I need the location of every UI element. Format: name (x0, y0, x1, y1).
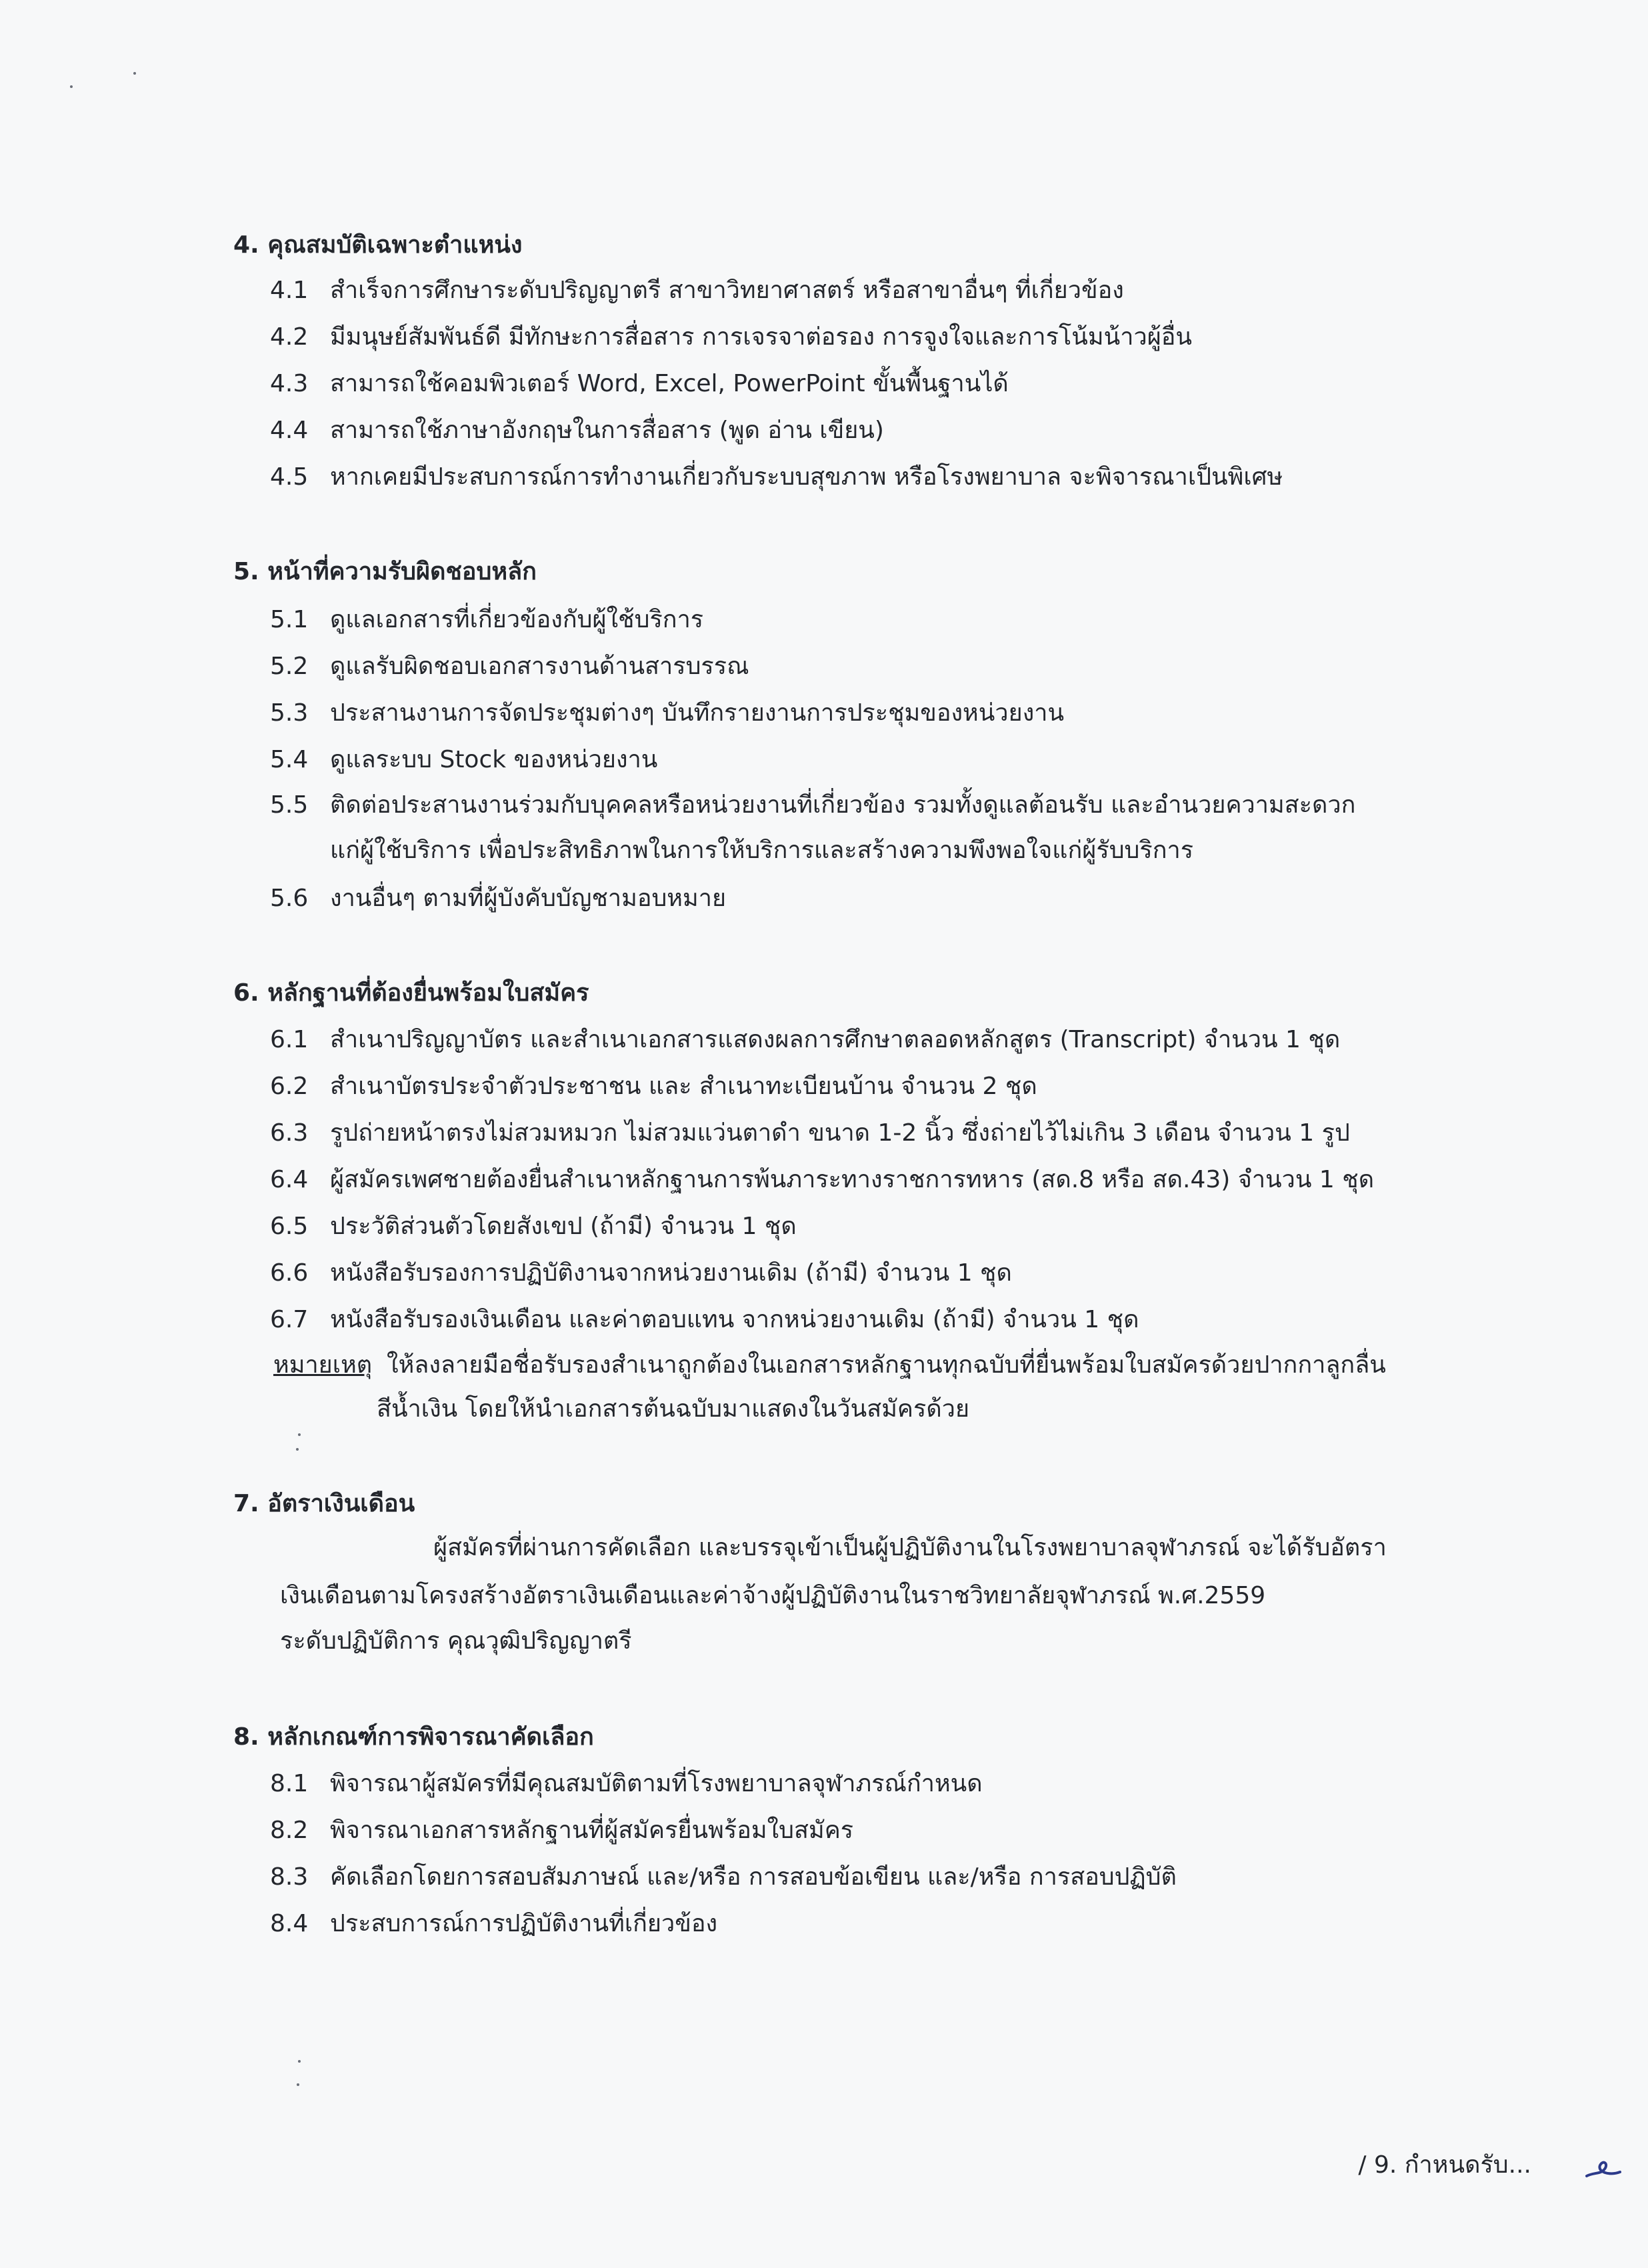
item-4-4 (270, 419, 884, 443)
item-text: ประวัติส่วนตัวโดยสังเขป (ถ้ามี) จำนวน 1 ชุด (330, 1213, 797, 1240)
item-number: 5.4 (270, 746, 309, 773)
item-4-5 (270, 465, 1283, 489)
item-number: 5.2 (270, 653, 309, 680)
item-6-6 (270, 1261, 1012, 1285)
item-6-3 (270, 1121, 1350, 1145)
item-text: หากเคยมีประสบการณ์การทำงานเกี่ยวกับระบบสุขภาพ หรือโรงพยาบาล จะพิจารณาเป็นพิเศษ (330, 463, 1283, 491)
section-6-title: 6. หลักฐานที่ต้องยื่นพร้อมใบสมัคร (233, 979, 589, 1007)
item-text: ดูแลเอกสารที่เกี่ยวข้องกับผู้ใช้บริการ (330, 606, 704, 633)
item-5-5-continuation: แก่ผู้ใช้บริการ เพื่อประสิทธิภาพในการให้บริการและสร้างความพึงพอใจแก่ผู้รับบริการ (330, 837, 1194, 864)
item-text: หนังสือรับรองเงินเดือน และค่าตอบแทน จากหน่วยงานเดิม (ถ้ามี) จำนวน 1 ชุด (330, 1306, 1139, 1333)
item-5-4 (270, 748, 657, 772)
note-text-line1: ให้ลงลายมือชื่อรับรองสำเนาถูกต้องในเอกสารหลักฐานทุกฉบับที่ยื่นพร้อมใบสมัครด้วยปากกาลูกลื่น (387, 1351, 1386, 1379)
item-text: สำเนาบัตรประจำตัวประชาชน และ สำเนาทะเบียนบ้าน จำนวน 2 ชุด (330, 1073, 1037, 1100)
item-number: 5.3 (270, 699, 309, 727)
item-4-1 (270, 279, 1124, 303)
section-7-title: 7. อัตราเงินเดือน (233, 1490, 415, 1517)
item-text: มีมนุษย์สัมพันธ์ดี มีทักษะการสื่อสาร การเจรจาต่อรอง การจูงใจและการโน้มน้าวผู้อื่น (330, 323, 1193, 351)
item-6-2 (270, 1075, 1037, 1099)
item-number: 6.2 (270, 1073, 309, 1100)
item-5-6 (270, 887, 726, 911)
item-text: สามารถใช้ภาษาอังกฤษในการสื่อสาร (พูด อ่าน เขียน) (330, 417, 884, 444)
item-number: 5.6 (270, 885, 309, 912)
salary-paragraph-line2: เงินเดือนตามโครงสร้างอัตราเงินเดือนและค่าจ้างผู้ปฏิบัติงานในราชวิทยาลัยจุฬาภรณ์ พ.ศ.2559 (280, 1582, 1266, 1609)
item-text: ประสานงานการจัดประชุมต่างๆ บันทึกรายงานการประชุมของหน่วยงาน (330, 699, 1065, 727)
item-number: 4.4 (270, 417, 309, 444)
item-number: 8.2 (270, 1817, 309, 1844)
item-text: หนังสือรับรองการปฏิบัติงานจากหน่วยงานเดิม (ถ้ามี) จำนวน 1 ชุด (330, 1259, 1012, 1287)
scan-speck (70, 85, 73, 88)
item-8-3 (270, 1865, 1177, 1889)
item-number: 4.3 (270, 370, 309, 397)
item-6-5 (270, 1215, 797, 1239)
scan-speck (296, 1448, 299, 1451)
item-number: 6.7 (270, 1306, 309, 1333)
item-number: 6.4 (270, 1166, 309, 1193)
note-label: หมายเหตุ (273, 1351, 373, 1379)
item-5-2 (270, 655, 749, 679)
item-text: พิจารณาเอกสารหลักฐานที่ผู้สมัครยื่นพร้อมใบสมัคร (330, 1817, 854, 1844)
scan-speck (297, 2083, 299, 2086)
item-text: ดูแลระบบ Stock ของหน่วยงาน (330, 746, 658, 773)
item-6-7 (270, 1308, 1139, 1332)
item-text: ผู้สมัครเพศชายต้องยื่นสำเนาหลักฐานการพ้นภาระทางราชการทหาร (สด.8 หรือ สด.43) จำนวน 1 ชุด (330, 1166, 1375, 1193)
item-text: สำเนาปริญญาบัตร และสำเนาเอกสารแสดงผลการศึกษาตลอดหลักสูตร (Transcript) จำนวน 1 ชุด (330, 1026, 1341, 1053)
item-number: 5.5 (270, 791, 309, 819)
item-text: รูปถ่ายหน้าตรงไม่สวมหมวก ไม่สวมแว่นตาดำ ขนาด 1-2 นิ้ว ซึ่งถ่ายไว้ไม่เกิน 3 เดือน จำนวน 1 รูป (330, 1119, 1350, 1147)
item-8-4 (270, 1912, 717, 1936)
item-8-1 (270, 1772, 983, 1796)
item-6-4 (270, 1168, 1374, 1192)
item-number: 6.3 (270, 1119, 309, 1147)
item-number: 6.5 (270, 1213, 309, 1240)
item-text: สามารถใช้คอมพิวเตอร์ Word, Excel, PowerPoint ขั้นพื้นฐานได้ (330, 370, 1009, 397)
item-5-3 (270, 701, 1064, 725)
item-text: งานอื่นๆ ตามที่ผู้บังคับบัญชามอบหมาย (330, 885, 727, 912)
item-text: สำเร็จการศึกษาระดับปริญญาตรี สาขาวิทยาศาสตร์ หรือสาขาอื่นๆ ที่เกี่ยวข้อง (330, 277, 1124, 304)
item-number: 6.6 (270, 1259, 309, 1287)
note-text-line2: สีน้ำเงิน โดยให้นำเอกสารต้นฉบับมาแสดงในวันสมัครด้วย (377, 1395, 970, 1423)
item-number: 8.3 (270, 1863, 309, 1891)
scan-speck (298, 2060, 301, 2063)
item-6-1 (270, 1028, 1340, 1052)
item-number: 4.1 (270, 277, 309, 304)
item-4-2 (270, 325, 1192, 349)
item-8-2 (270, 1819, 853, 1843)
item-number: 6.1 (270, 1026, 309, 1053)
page-continuation-footer: / 9. กำหนดรับ... (1358, 2151, 1531, 2179)
item-text: ติดต่อประสานงานร่วมกับบุคคลหรือหน่วยงานที่เกี่ยวข้อง รวมทั้งดูแลต้อนรับ และอำนวยความสะดวก (330, 791, 1356, 819)
item-number: 4.5 (270, 463, 309, 491)
item-4-3 (270, 372, 1009, 396)
item-number: 8.1 (270, 1770, 309, 1797)
item-text: ประสบการณ์การปฏิบัติงานที่เกี่ยวข้อง (330, 1910, 718, 1937)
item-number: 4.2 (270, 323, 309, 351)
scan-speck (298, 1433, 301, 1436)
item-5-5 (270, 793, 1355, 817)
item-number: 8.4 (270, 1910, 309, 1937)
item-text: ดูแลรับผิดชอบเอกสารงานด้านสารบรรณ (330, 653, 749, 680)
item-text: พิจารณาผู้สมัครที่มีคุณสมบัติตามที่โรงพยาบาลจุฬาภรณ์กำหนด (330, 1770, 983, 1797)
section-4-title: 4. คุณสมบัติเฉพาะตำแหน่ง (233, 231, 523, 259)
salary-paragraph-line1: ผู้สมัครที่ผ่านการคัดเลือก และบรรจุเข้าเป็นผู้ปฏิบัติงานในโรงพยาบาลจุฬาภรณ์ จะได้รับอัตรา (433, 1534, 1387, 1561)
item-number: 5.1 (270, 606, 309, 633)
section-8-title: 8. หลักเกณฑ์การพิจารณาคัดเลือก (233, 1723, 594, 1751)
scan-speck (133, 72, 136, 75)
item-text: คัดเลือกโดยการสอบสัมภาษณ์ และ/หรือ การสอบข้อเขียน และ/หรือ การสอบปฏิบัติ (330, 1863, 1177, 1891)
pen-mark-icon (1583, 2145, 1621, 2185)
section-5-title: 5. หน้าที่ความรับผิดชอบหลัก (233, 558, 537, 585)
item-5-1 (270, 608, 703, 632)
salary-paragraph-line3: ระดับปฏิบัติการ คุณวุฒิปริญญาตรี (280, 1627, 632, 1655)
